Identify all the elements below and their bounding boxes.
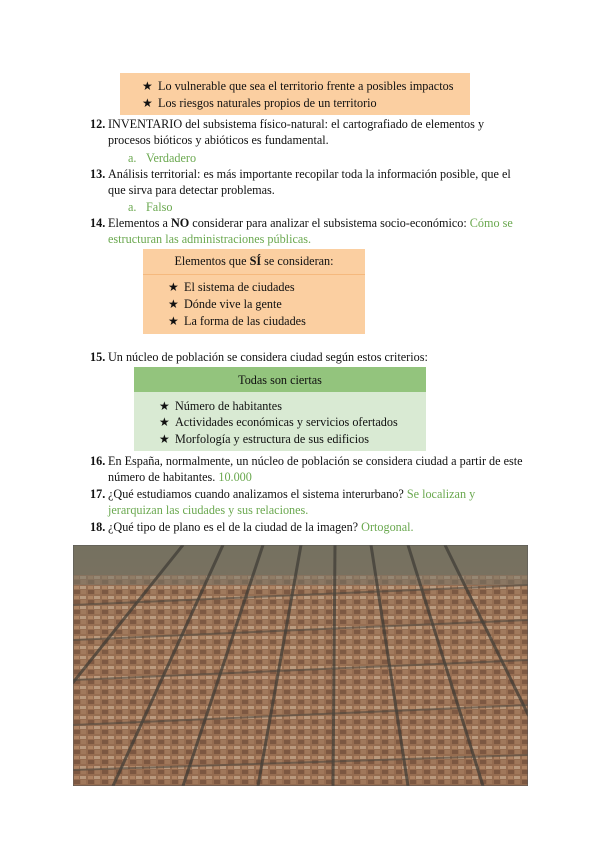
criteria-item: ★ Actividades económicas y servicios ofertados xyxy=(159,415,398,429)
considered-element-item: ★ La forma de las ciudades xyxy=(168,314,306,328)
star-icon: ★ xyxy=(159,399,170,413)
question-12-answer: a. Verdadero xyxy=(128,151,197,165)
star-icon: ★ xyxy=(168,314,179,328)
question-16: 16. xyxy=(90,454,106,468)
question-15: 15. xyxy=(90,350,106,364)
question-13-line-1: Análisis territorial: es más importante recopilar toda la información posible, que el xyxy=(108,167,511,181)
considered-element-item: ★ El sistema de ciudades xyxy=(168,280,295,294)
star-icon: ★ xyxy=(168,280,179,294)
star-icon: ★ xyxy=(142,96,153,110)
question-13: 13. xyxy=(90,167,106,181)
question-13-line-2: que sirva para detectar problemas. xyxy=(108,183,275,197)
question-14: 14. xyxy=(90,216,106,230)
aerial-city-photo xyxy=(73,545,528,786)
question-12-line-1: INVENTARIO del subsistema físico-natural: el cartografiado de elementos y xyxy=(108,117,485,131)
considered-elements-header: Elementos que SÍ se consideran: xyxy=(174,254,334,268)
question-18: 18. xyxy=(90,520,106,534)
top-box-item: ★ Los riesgos naturales propios de un territorio xyxy=(142,96,377,110)
question-12: 12. xyxy=(90,117,106,131)
question-14-answer-line-2: estructuran las administraciones públicas. xyxy=(108,232,312,246)
considered-element-item: ★ Dónde vive la gente xyxy=(168,297,282,311)
star-icon: ★ xyxy=(168,297,179,311)
question-17-answer-line-2: jerarquizan las ciudades y sus relaciones. xyxy=(108,503,309,517)
question-17: 17. xyxy=(90,487,106,501)
star-icon: ★ xyxy=(142,79,153,93)
question-12-line-2: procesos bióticos y abióticos es fundamental. xyxy=(108,133,329,147)
criteria-box-header: Todas son ciertas xyxy=(238,373,322,387)
question-18-text: ¿Qué tipo de plano es el de la ciudad de la imagen? Ortogonal. xyxy=(108,520,414,534)
question-16-line-1: En España, normalmente, un núcleo de población se considera ciudad a partir de este xyxy=(108,454,523,468)
criteria-item: ★ Morfología y estructura de sus edificios xyxy=(159,432,369,446)
question-14-line-1: Elementos a NO considerar para analizar el subsistema socio-económico: Cómo se xyxy=(108,216,513,230)
question-15-text: Un núcleo de población se considera ciudad según estos criterios: xyxy=(108,350,428,364)
criteria-item: ★ Número de habitantes xyxy=(159,399,282,413)
top-box-item: ★ Lo vulnerable que sea el territorio frente a posibles impactos xyxy=(142,79,454,93)
box-divider xyxy=(143,274,365,275)
question-16-line-2: número de habitantes. 10.000 xyxy=(108,470,252,484)
star-icon: ★ xyxy=(159,415,170,429)
star-icon: ★ xyxy=(159,432,170,446)
question-13-answer: a. Falso xyxy=(128,200,173,214)
question-17-line-1: ¿Qué estudiamos cuando analizamos el sistema interurbano? Se localizan y xyxy=(108,487,476,501)
